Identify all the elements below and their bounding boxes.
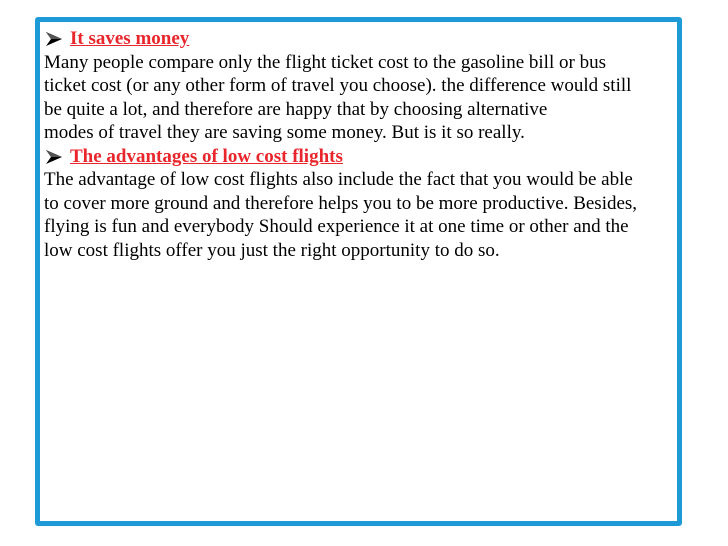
paragraph-line: Many people compare only the flight ticket cost to the gasoline bill or bus <box>44 51 606 73</box>
section-heading-low-cost-flights <box>44 145 680 169</box>
section-heading-saves-money <box>44 27 680 51</box>
paragraph-line: to cover more ground and therefore helps you to be more productive. Besides, <box>44 192 638 214</box>
paragraph-line: The advantage of low cost flights also include the fact that you would be able <box>44 169 633 190</box>
section-heading-text: It saves money <box>70 28 190 49</box>
section-heading-text: The advantages of low cost flights <box>70 145 343 167</box>
arrowhead-bullet-icon <box>44 27 70 50</box>
paragraph-line: be quite a lot, and therefore are happy that by choosing alternative <box>44 98 548 120</box>
paragraph-line: ticket cost (or any other form of travel you choose). the difference would still <box>44 75 632 96</box>
paragraph-line: modes of travel they are saving some money. But is it so really. <box>44 122 525 143</box>
arrowhead-bullet-icon <box>44 145 70 168</box>
paragraph-line: low cost flights offer you just the right opportunity to do so. <box>44 239 500 261</box>
paragraph-line: flying is fun and everybody Should experience it at one time or other and the <box>44 216 629 237</box>
slide-content <box>44 27 680 262</box>
